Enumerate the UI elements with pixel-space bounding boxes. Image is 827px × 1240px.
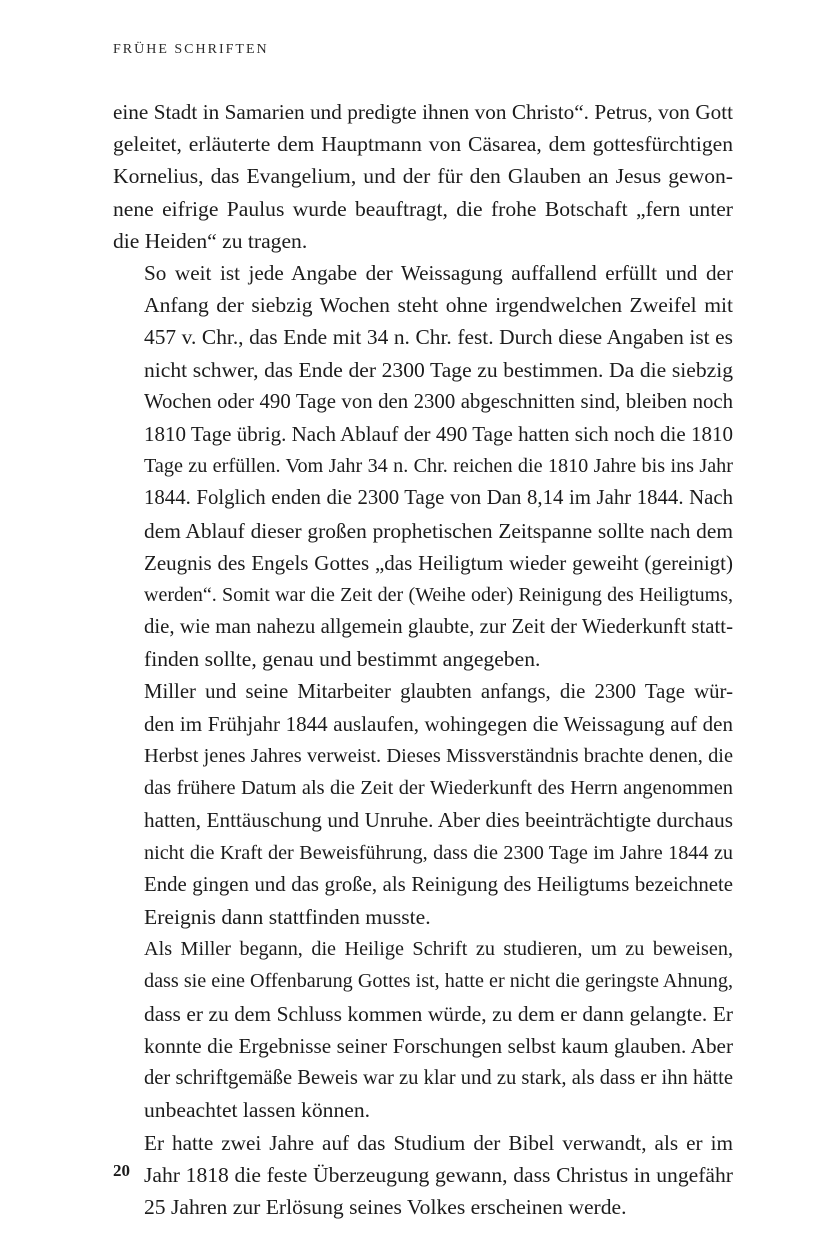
page-number: 20 (113, 1161, 130, 1180)
text-line: Anfang der siebzig Wochen steht ohne irgendwelchen Zweifel mit (144, 293, 733, 318)
text-line: die, wie man nahezu allgemein glaubte, zur Zeit der Wiederkunft statt- (144, 615, 733, 639)
text-line: geleitet, erläuterte dem Hauptmann von Cäsarea, dem gottesfürchtigen (113, 132, 733, 157)
paragraph (113, 933, 733, 1126)
running-head: FRÜHE SCHRIFTEN (113, 42, 269, 57)
text-line: 1810 Tage übrig. Nach Ablauf der 490 Tage hatten sich noch die 1810 (144, 422, 733, 447)
text-line: Miller und seine Mitarbeiter glaubten anfangs, die 2300 Tage wür- (144, 679, 733, 703)
text-line: unbeachtet lassen können. (144, 1098, 371, 1123)
text-line: 25 Jahren zur Erlösung seines Volkes erscheinen werde. (144, 1194, 627, 1219)
text-line: Ende gingen und das große, als Reinigung des Heiligtums bezeichnete (144, 872, 733, 896)
text-line: So weit ist jede Angabe der Weissagung auffallend erfüllt und der (144, 261, 733, 286)
text-line: dass er zu dem Schluss kommen würde, zu dem er dann gelangte. Er (144, 1001, 733, 1026)
text-line: Jahr 1818 die feste Überzeugung gewann, dass Christus in ungefähr (144, 1162, 733, 1187)
text-line: Zeugnis des Engels Gottes „das Heiligtum wieder geweiht (gereinigt) (144, 550, 733, 575)
text-line: der schriftgemäße Beweis war zu klar und zu stark, als dass er ihn hätte (144, 1067, 734, 1090)
text-line: Tage zu erfüllen. Vom Jahr 34 n. Chr. reichen die 1810 Jahre bis ins Jahr (144, 455, 733, 478)
paragraph (113, 96, 733, 257)
text-line: Kornelius, das Evangelium, und der für den Glauben an Jesus gewon- (113, 164, 733, 189)
text-line: finden sollte, genau und bestimmt angegeben. (144, 647, 541, 672)
paragraph (113, 676, 733, 934)
text-line: nicht die Kraft der Beweisführung, dass die 2300 Tage im Jahre 1844 zu (144, 841, 733, 864)
text-line: den im Frühjahr 1844 auslaufen, wohingegen die Weissagung auf den (144, 711, 733, 736)
text-line: Als Miller begann, die Heilige Schrift zu studieren, um zu beweisen, (144, 938, 733, 961)
text-line: 1844. Folglich enden die 2300 Tage von Dan 8,14 im Jahr 1844. Nach (144, 486, 733, 510)
text-line: Herbst jenes Jahres verweist. Dieses Missverständnis brachte denen, die (144, 745, 733, 768)
text-line: werden“. Somit war die Zeit der (Weihe oder) Reinigung des Heiligtums, (144, 584, 733, 607)
text-line: eine Stadt in Samarien und predigte ihnen von Christo“. Petrus, von Gott (113, 100, 733, 124)
text-line: konnte die Ergebnisse seiner Forschungen selbst kaum glauben. Aber (144, 1033, 733, 1058)
text-line: Er hatte zwei Jahre auf das Studium der Bibel verwandt, als er im (144, 1130, 733, 1155)
text-line: nicht schwer, das Ende der 2300 Tage zu bestimmen. Da die siebzig (144, 357, 733, 382)
text-line: dass sie eine Offenbarung Gottes ist, hatte er nicht die geringste Ahnung, (144, 970, 733, 993)
text-line: nene eifrige Paulus wurde beauftragt, die frohe Botschaft „fern unter (113, 196, 733, 221)
paragraph (113, 257, 733, 676)
text-line: hatten, Enttäuschung und Unruhe. Aber dies beeinträchtigte durchaus (144, 808, 733, 833)
text-line: Ereignis dann stattfinden musste. (144, 905, 431, 930)
text-line: dem Ablauf dieser großen prophetischen Zeitspanne sollte nach dem (144, 518, 733, 543)
text-line: Wochen oder 490 Tage von den 2300 abgeschnitten sind, bleiben noch (144, 389, 733, 413)
paragraph (113, 1127, 733, 1224)
text-line: 457 v. Chr., das Ende mit 34 n. Chr. fest. Durch diese Angaben ist es (144, 325, 733, 350)
body-text (113, 96, 733, 1223)
text-line: die Heiden“ zu tragen. (113, 228, 308, 253)
text-line: das frühere Datum als die Zeit der Wiederkunft des Herrn angenommen (144, 777, 733, 800)
